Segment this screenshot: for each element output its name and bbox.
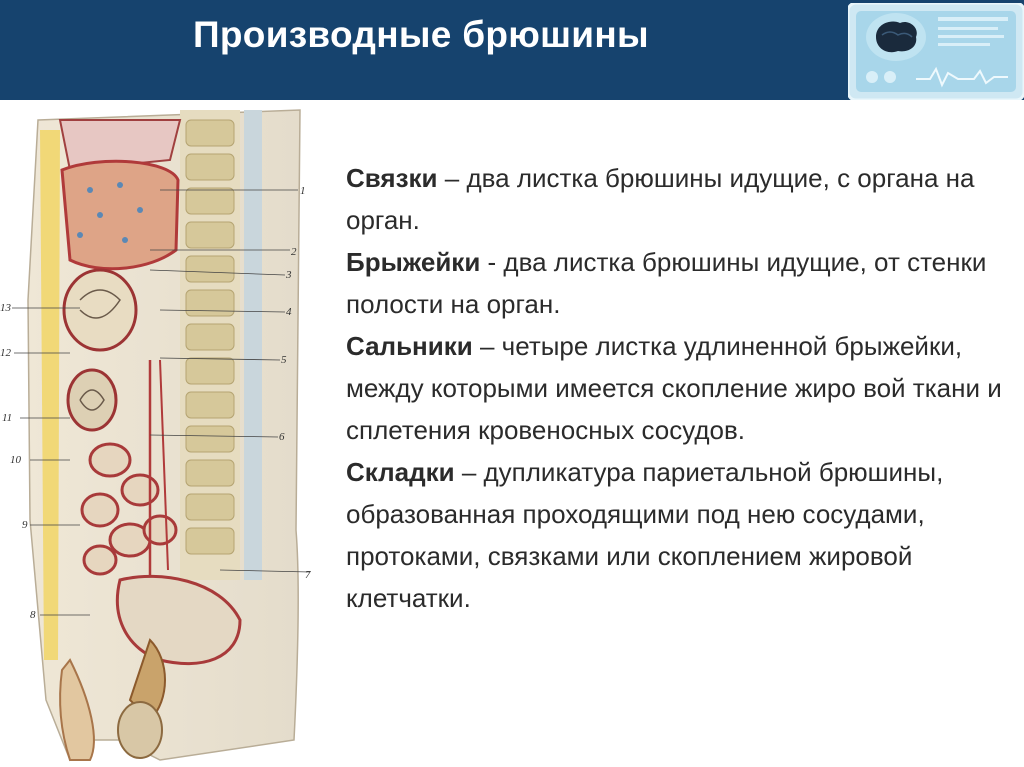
definition-term: Сальники	[346, 331, 473, 361]
figure-label: 6	[279, 431, 285, 443]
definitions-list	[346, 157, 1006, 619]
definition-separator: –	[437, 163, 467, 193]
definition-term: Связки	[346, 163, 438, 193]
definition-text: два листка брюшины идущие, с органа на орган.	[346, 163, 975, 235]
definition-text: дупликатура париетальной брюшины, образованная проходящими под нею сосудами, протоками, связками или скоплением жировой клетчатки.	[346, 457, 944, 613]
definition-text: четыре листка удлиненной брыжейки, между которыми имеется скопление жиро вой ткани и сплетения кровеносных сосудов.	[346, 331, 1002, 445]
figure-label: 8	[30, 609, 36, 621]
definition-separator: -	[480, 247, 504, 277]
definition-mesentery	[346, 241, 1006, 325]
figure-label: 12	[0, 347, 11, 359]
definition-folds	[346, 451, 1006, 619]
figure-label: 5	[281, 354, 287, 366]
figure-label: 7	[305, 569, 311, 581]
brain-monitor-icon	[848, 3, 1024, 100]
definition-term: Брыжейки	[346, 247, 481, 277]
definition-text: два листка брюшины идущие, от стенки полости на орган.	[346, 247, 987, 319]
definition-separator: –	[472, 331, 502, 361]
figure-label: 4	[286, 306, 292, 318]
figure-label: 3	[286, 269, 292, 281]
figure-label: 2	[291, 246, 297, 258]
definition-term: Складки	[346, 457, 455, 487]
figure-label: 13	[0, 302, 11, 314]
definition-omentum	[346, 325, 1006, 451]
figure-label: 11	[2, 412, 13, 424]
figure-label: 1	[300, 185, 306, 197]
figure-label: 9	[22, 519, 28, 531]
peritoneum-section-figure	[0, 100, 316, 767]
definition-ligaments	[346, 157, 1006, 241]
slide-header	[0, 0, 1024, 100]
figure-label: 10	[10, 454, 21, 466]
definition-separator: –	[454, 457, 484, 487]
slide-title: Производные брюшины	[193, 14, 649, 55]
